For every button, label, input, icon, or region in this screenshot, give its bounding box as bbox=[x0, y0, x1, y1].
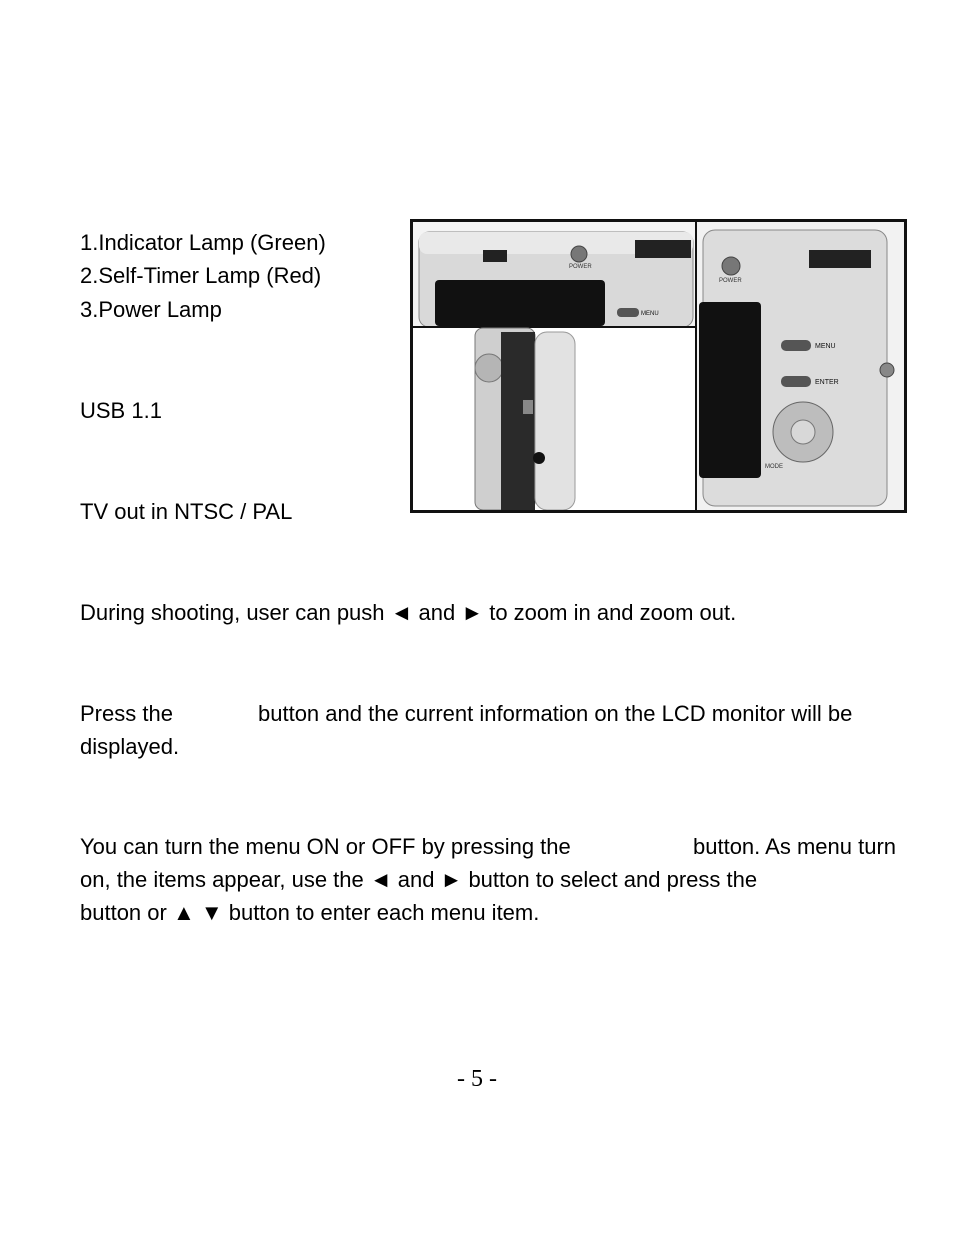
power-lamp-icon bbox=[483, 250, 507, 262]
svg-text:MENU: MENU bbox=[641, 311, 659, 317]
menu-text-d: button or ▲ ▼ button to enter each menu item. bbox=[80, 900, 540, 925]
menu-text-b: button. As menu turn bbox=[693, 834, 897, 859]
svg-text:POWER: POWER bbox=[719, 278, 742, 284]
usb-port-icon bbox=[523, 400, 533, 414]
svg-text:POWER: POWER bbox=[569, 264, 592, 270]
mode-dial-icon bbox=[635, 240, 691, 258]
svg-text:ENTER: ENTER bbox=[815, 379, 839, 386]
spec-indicator-lamp: 1.Indicator Lamp (Green) bbox=[80, 230, 326, 255]
camera-illustration bbox=[413, 222, 904, 510]
tv-out-port-icon bbox=[533, 452, 545, 464]
svg-text:MODE: MODE bbox=[765, 464, 783, 470]
svg-text:MENU: MENU bbox=[815, 343, 836, 350]
spec-power-lamp: 3.Power Lamp bbox=[80, 297, 222, 322]
menu-text-c: on, the items appear, use the ◄ and ► button to select and press the bbox=[80, 867, 758, 892]
spec-self-timer-lamp: 2.Self-Timer Lamp (Red) bbox=[80, 263, 322, 288]
menu-text-a: You can turn the menu ON or OFF by pressing the bbox=[80, 834, 571, 859]
power-button-icon bbox=[571, 246, 587, 262]
lcd-screen bbox=[435, 280, 605, 326]
spec-tv-out: TV out in NTSC / PAL bbox=[80, 499, 293, 524]
zoom-paragraph: During shooting, user can push ◄ and ► to zoom in and zoom out. bbox=[80, 600, 737, 625]
display-text-c: displayed. bbox=[80, 734, 180, 759]
display-text-b: button and the current information on the LCD monitor will be bbox=[258, 701, 853, 726]
display-text-a: Press the bbox=[80, 701, 173, 726]
page-number: - 5 - bbox=[457, 1066, 497, 1092]
camera-photo bbox=[410, 219, 907, 513]
spec-usb: USB 1.1 bbox=[80, 398, 162, 423]
